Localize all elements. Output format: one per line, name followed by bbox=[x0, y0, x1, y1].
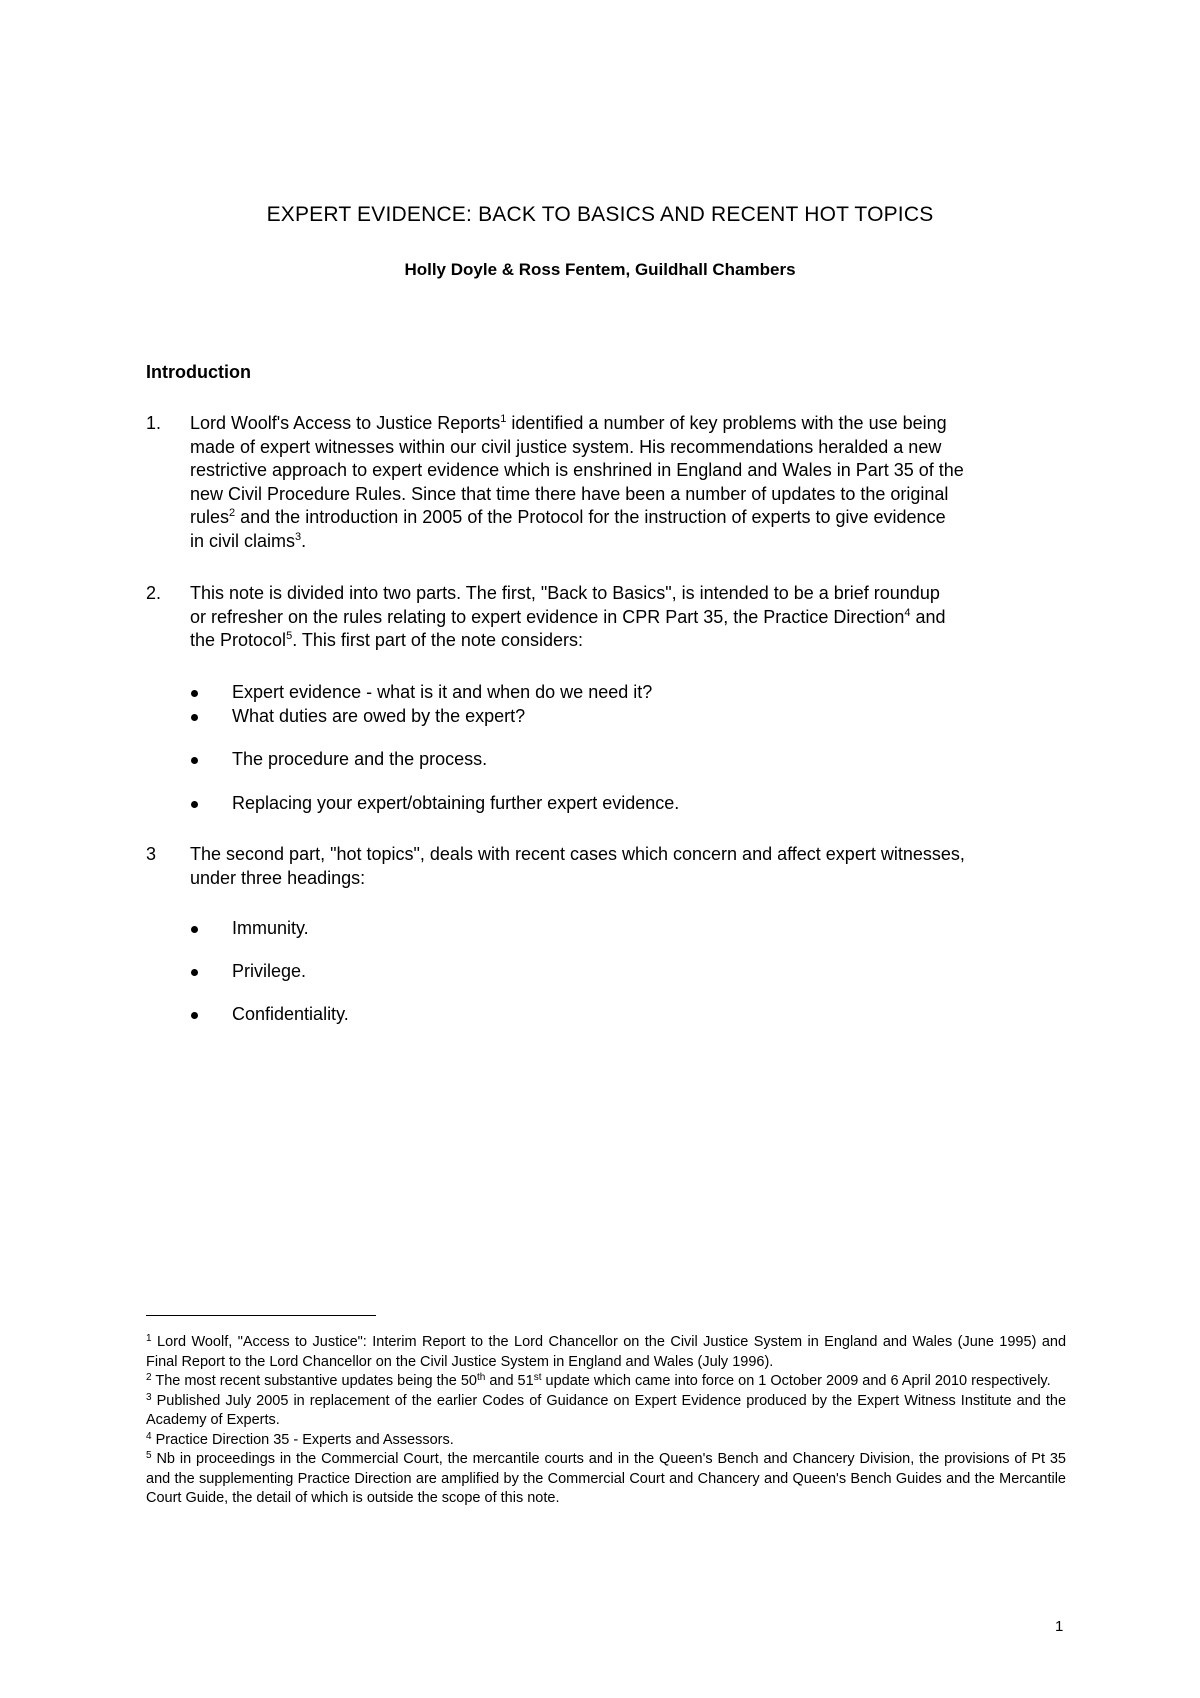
footnote-5: $^5$ Nb in proceedings in the Commercial Court, the mercantile courts and in the Queen's Bench and Chancery Division, the provisions of Pt 35 and the supplementing Practice Direction are amplified by the Commercial Court and Chancery and Queen's Bench Guides and the Mercantile Court Guide, the detail of which is outside the scope of this note. bbox=[146, 1450, 1066, 1506]
paragraph-number: 1. bbox=[146, 413, 162, 433]
footnote-ref-1: 1 bbox=[500, 413, 507, 425]
bullet-icon bbox=[191, 926, 198, 933]
bullet-icon bbox=[191, 690, 198, 697]
bullet-icon bbox=[191, 757, 198, 764]
bullet-icon bbox=[191, 1012, 198, 1019]
paragraph-number: 3 bbox=[146, 844, 157, 864]
paragraph-1 bbox=[146, 412, 1066, 553]
footnote-4: $^4$ Practice Direction 35 - Experts and Assessors. bbox=[146, 1430, 454, 1448]
bullet-list-2 bbox=[190, 918, 349, 1028]
section-heading-introduction: Introduction bbox=[146, 362, 251, 382]
list-item: Privilege. bbox=[190, 961, 349, 985]
footnote-ref-4: 4 bbox=[904, 606, 911, 619]
footnote-1: $^1$ Lord Woolf, "Access to Justice": Interim Report to the Lord Chancellor on the Civil Justice System in England and Wales (June 1995) and Final Report to the Lord Chancellor on the Civil Justice System in England and Wales (July 1996). bbox=[146, 1333, 1067, 1370]
footnote-ref-3: 3 bbox=[295, 530, 302, 543]
list-item: Replacing your expert/obtaining further expert evidence. bbox=[190, 793, 679, 817]
bullet-icon bbox=[191, 714, 198, 721]
footnote-ref-2: 2 bbox=[229, 507, 236, 519]
paragraph-2 bbox=[146, 582, 1066, 653]
paragraph-text: This note is divided into two parts. The first, "Back to Basics", is intended to be a brief roundup or refresher on the rules relating to expert evidence in CPR Part 35, the Practice Direction$^4$ and the Protocol$^5$. This first part of the note considers: bbox=[190, 583, 946, 650]
footnote-separator bbox=[146, 1315, 376, 1316]
bullet-icon bbox=[191, 801, 198, 808]
page-number: 1 bbox=[1055, 1618, 1064, 1635]
paragraph-number: 2. bbox=[146, 583, 162, 603]
document-title: EXPERT EVIDENCE: BACK TO BASICS AND RECENT HOT TOPICS bbox=[266, 203, 934, 226]
footnote-ref-5: 5 bbox=[286, 630, 293, 642]
list-item: Immunity. bbox=[190, 918, 349, 942]
paragraph-3 bbox=[146, 843, 1066, 890]
list-item: Confidentiality. bbox=[190, 1004, 349, 1028]
bullet-icon bbox=[191, 969, 198, 976]
footnote-2: $^2$ The most recent substantive updates being the 50th and 51st update which came into force on 1 October 2009 and 6 April 2010 respectively. bbox=[146, 1372, 1051, 1389]
bullet-list-1 bbox=[190, 682, 679, 817]
footnotes bbox=[146, 1333, 1066, 1509]
footnote-3: $^3$ Published July 2005 in replacement of the earlier Codes of Guidance on Expert Evidence produced by the Expert Witness Institute and the Academy of Experts. bbox=[146, 1391, 1067, 1428]
list-item: Expert evidence - what is it and when do we need it? bbox=[190, 682, 679, 706]
document-authors: Holly Doyle & Ross Fentem, Guildhall Chambers bbox=[404, 260, 796, 279]
list-item: What duties are owed by the expert? bbox=[190, 706, 679, 730]
list-item: The procedure and the process. bbox=[190, 749, 679, 773]
paragraph-text: Lord Woolf's Access to Justice Reports$^1$ identified a number of key problems with the use being made of expert witnesses within our civil justice system. His recommendations heralded a new restrictive approach to expert evidence which is enshrined in England and Wales in Part 35 of the new Civil Procedure Rules. Since that time there have been a number of updates to the original rules$^2$ and the introduction in 2005 of the Protocol for the instruction of experts to give evidence in civil claims$^3$. bbox=[190, 413, 964, 551]
paragraph-text: The second part, "hot topics", deals with recent cases which concern and affect expert witnesses, under three headings: bbox=[190, 844, 965, 888]
